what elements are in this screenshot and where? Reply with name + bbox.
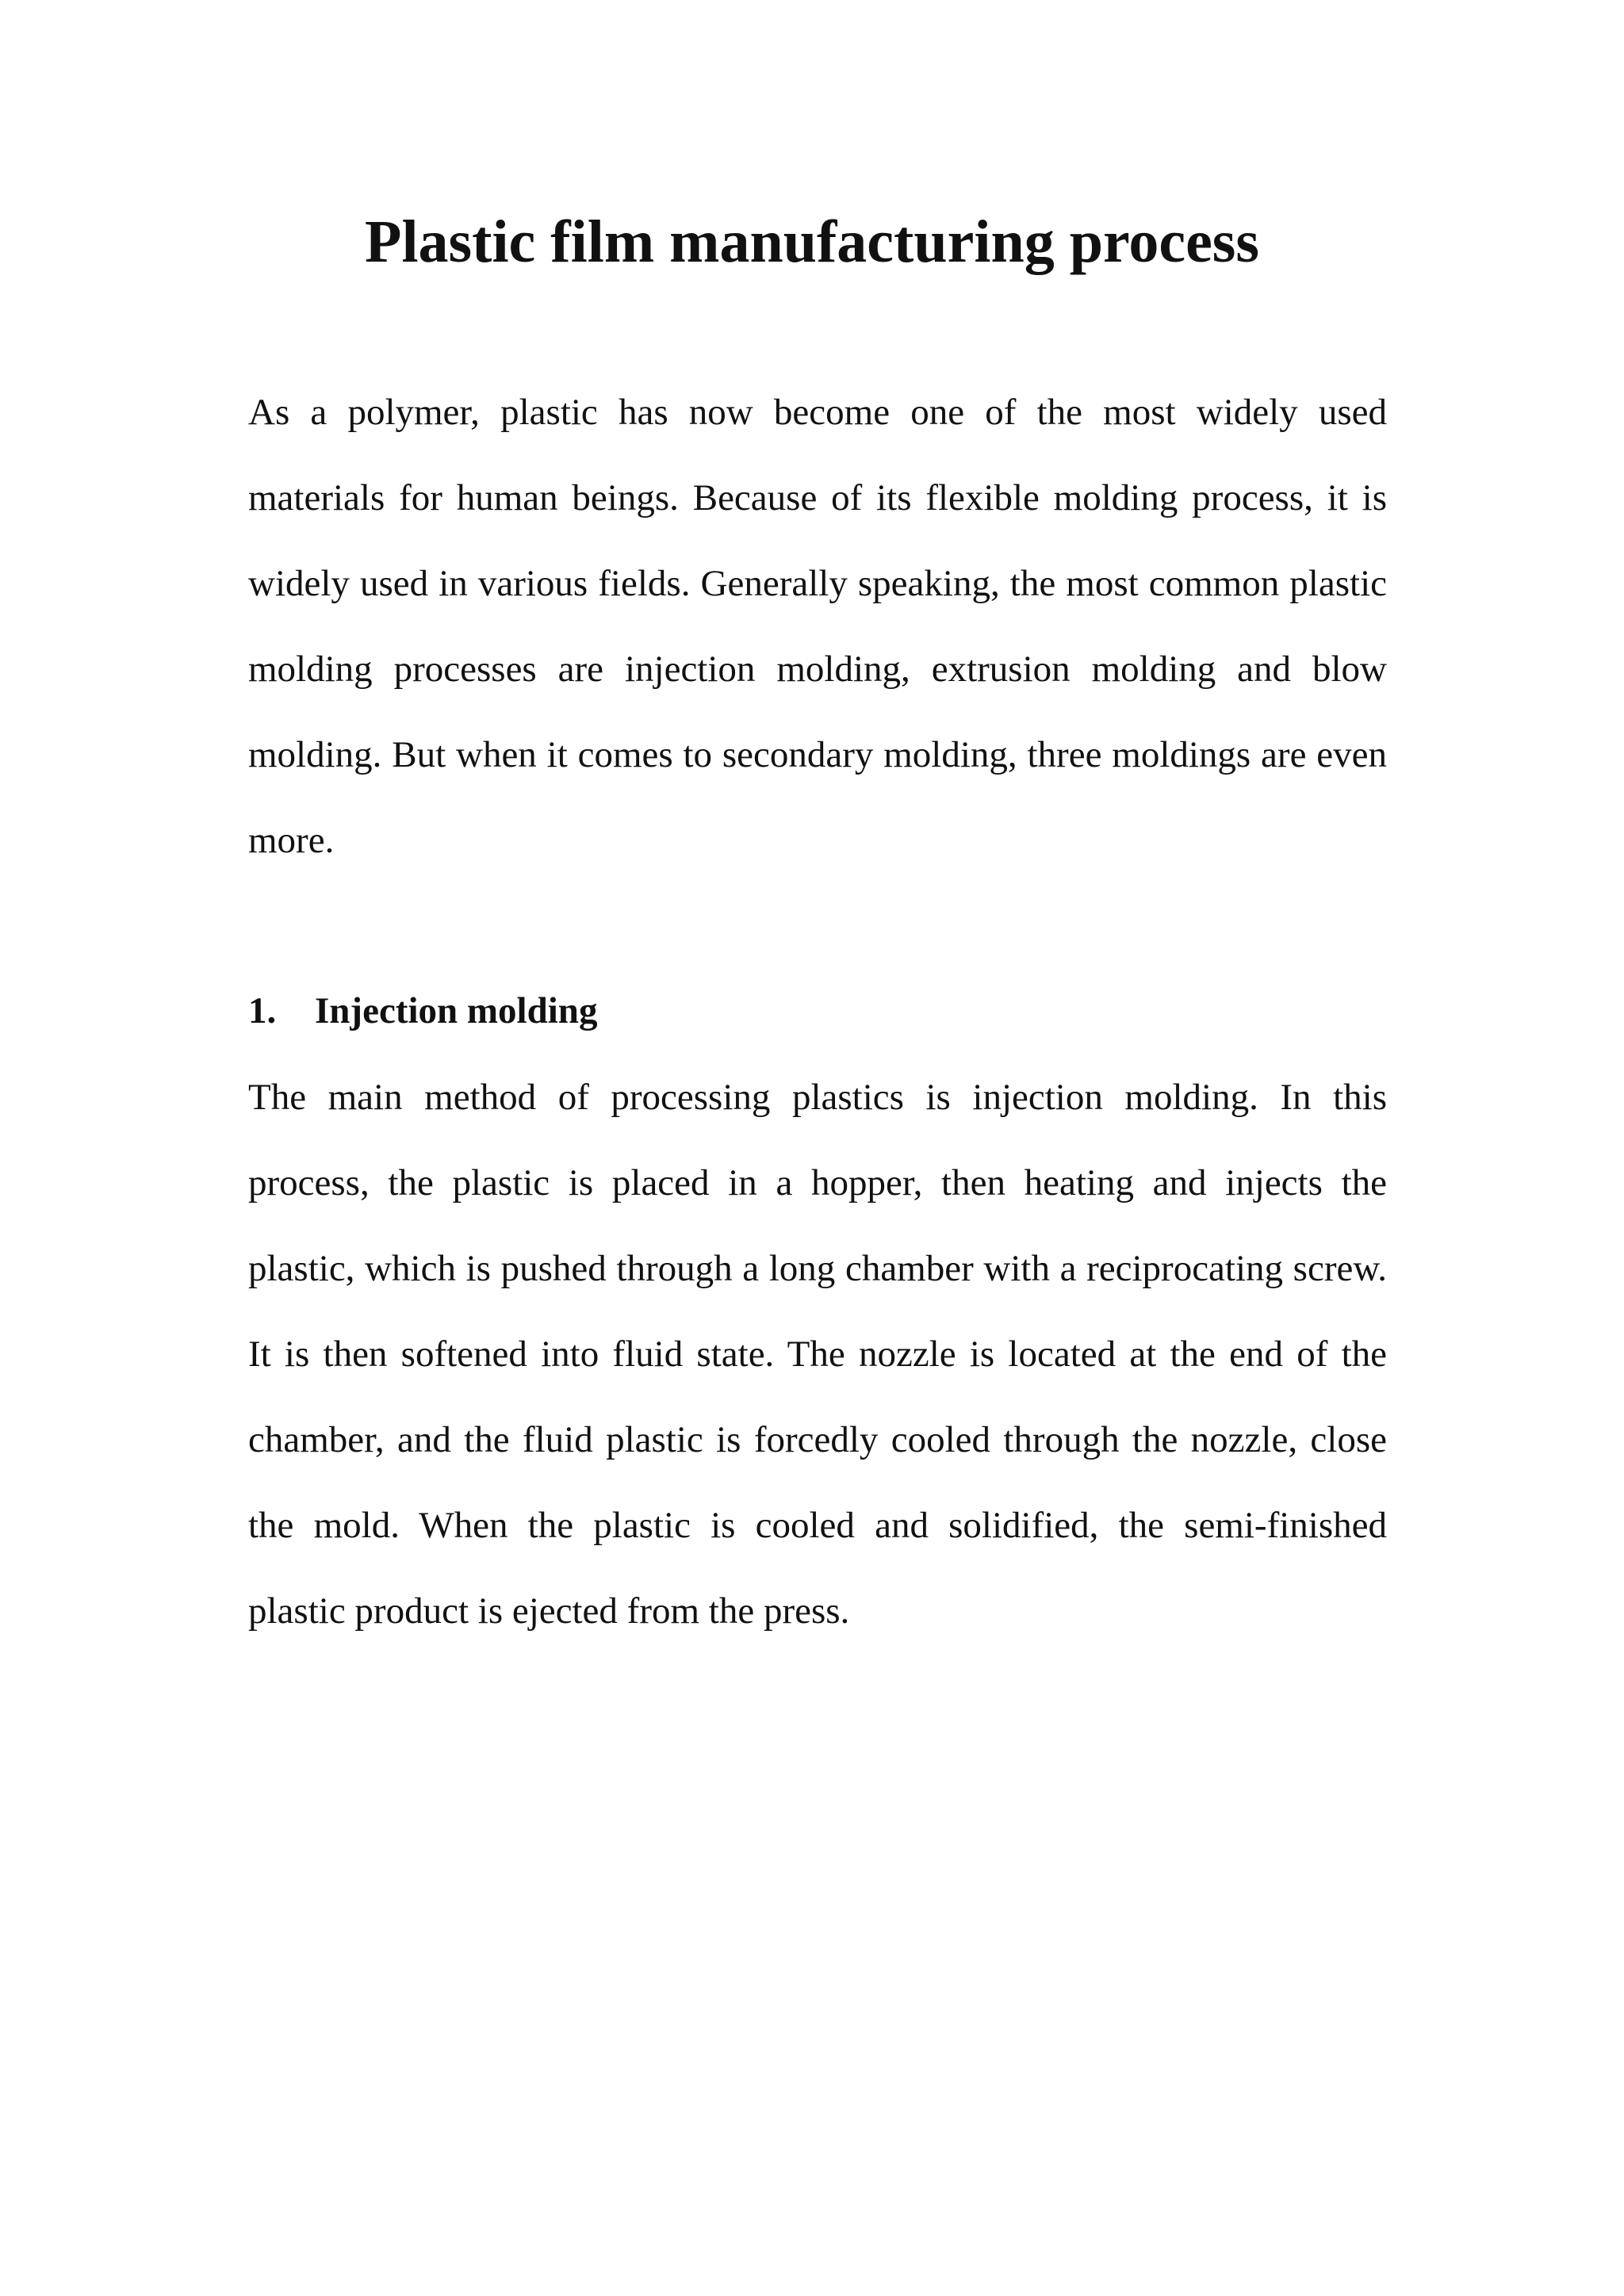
section-title: Injection molding	[315, 990, 598, 1031]
intro-paragraph: As a polymer, plastic has now become one of the most widely used materials for human beings. Because of its flexible molding process, it is widely used in various fields. Generally speaking, the most common plastic molding processes are injection molding, extrusion molding and blow molding. But when it comes to secondary molding, three moldings are even more.	[248, 392, 1387, 861]
section-heading	[248, 971, 597, 1050]
section-number: 1.	[248, 990, 277, 1031]
section-body-paragraph: The main method of processing plastics is injection molding. In this process, the plastic is placed in a hopper, then heating and injects the plastic, which is pushed through a long chamber with a reciprocating screw. It is then softened into fluid state. The nozzle is located at the end of the chamber, and the fluid plastic is forcedly cooled through the nozzle, close the mold. When the plastic is cooled and solidified, the semi-finished plastic product is ejected from the press.	[248, 1077, 1387, 1632]
document-title: Plastic film manufacturing process	[365, 209, 1259, 275]
